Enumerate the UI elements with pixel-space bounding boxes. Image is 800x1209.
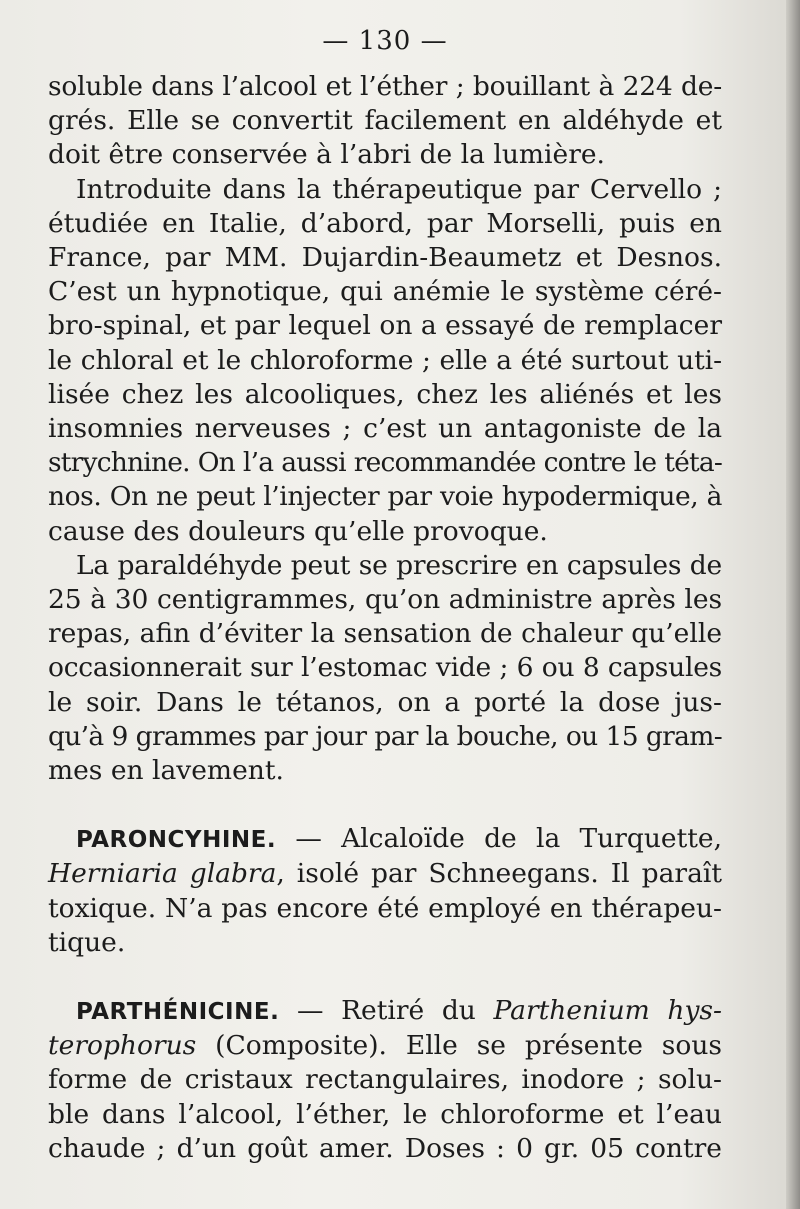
page-edge-shadow: [786, 0, 800, 1209]
text-line: Introduite dans la thérapeutique par Cervello ;: [76, 173, 722, 205]
spacer: [48, 960, 722, 994]
text-line: nos. On ne peut l’injecter par voie hypodermique, à: [48, 481, 722, 513]
text-line: le chloral et le chloroforme ; elle a été surtout uti-: [48, 344, 722, 376]
entry-headword: PARONCYHINE.: [76, 827, 277, 854]
page-body: [48, 70, 722, 1166]
text-line: repas, afin d’éviter la sensation de chaleur qu’elle: [48, 618, 722, 650]
latin-name: Herniaria glabra: [48, 858, 277, 890]
entry-text: — Retiré du: [279, 995, 494, 1027]
text-line: ble dans l’alcool, l’éther, le chloroforme et l’eau: [48, 1098, 722, 1130]
text-line: tique.: [48, 926, 126, 958]
text-line: La paraldéhyde peut se prescrire en capsules de: [76, 549, 722, 581]
paragraph-continuation: [48, 70, 722, 173]
text-line: C’est un hypnotique, qui anémie le système céré-: [48, 276, 722, 308]
entry-parthenicine: [48, 994, 722, 1166]
text-line: 25 à 30 centigrammes, qu’on administre après les: [48, 584, 722, 616]
text-line: toxique. N’a pas encore été employé en thérapeu-: [48, 892, 722, 924]
text-line: [48, 1029, 722, 1063]
paragraph-therapeutics: [48, 173, 722, 549]
text-line: [48, 822, 722, 857]
text-line: soluble dans l’alcool et l’éther ; bouillant à 224 de-: [48, 71, 722, 102]
text-line: France, par MM. Dujardin-Beaumetz et Desnos.: [48, 242, 722, 274]
latin-name: terophorus: [48, 1030, 197, 1062]
text-line: [48, 994, 722, 1029]
text-line: doit être conservée à l’abri de la lumière.: [48, 139, 605, 171]
text-line: strychnine. On l’a aussi recommandée contre le téta-: [48, 447, 722, 479]
text-line: mes en lavement.: [48, 755, 284, 787]
text-line: le soir. Dans le tétanos, on a porté la dose jus-: [48, 686, 722, 718]
spacer: [48, 788, 722, 822]
text-line: cause des douleurs qu’elle provoque.: [48, 515, 548, 547]
text-line: bro-spinal, et par lequel on a essayé de remplacer: [48, 310, 722, 342]
text-line: qu’à 9 grammes par jour par la bouche, ou 15 gram-: [48, 720, 722, 752]
text-line: chaude ; d’un goût amer. Doses : 0 gr. 05 contre: [48, 1132, 722, 1164]
text-line: forme de cristaux rectangulaires, inodore ; solu-: [48, 1064, 722, 1096]
latin-name: Parthenium hys-: [493, 995, 722, 1027]
entry-text: — Alcaloïde de la Turquette,: [276, 823, 722, 855]
entry-text: , isolé par Schneegans. Il paraît: [276, 858, 722, 890]
text-line: étudiée en Italie, d’abord, par Morselli, puis en: [48, 207, 722, 239]
text-line: lisée chez les alcooliques, chez les aliénés et les: [48, 378, 722, 410]
text-line: occasionnerait sur l’estomac vide ; 6 ou 8 capsules: [48, 652, 722, 684]
text-line: grés. Elle se convertit facilement en aldéhyde et: [48, 105, 722, 137]
entry-headword: PARTHÉNICINE.: [76, 999, 280, 1026]
entry-text: (Composite). Elle se présente sous: [196, 1030, 722, 1062]
text-line: [48, 857, 722, 891]
paragraph-dosage: [48, 549, 722, 788]
page-number: — 130 —: [322, 26, 448, 56]
entry-paroncyhine: [48, 822, 722, 960]
text-line: insomnies nerveuses ; c’est un antagoniste de la: [48, 413, 722, 445]
